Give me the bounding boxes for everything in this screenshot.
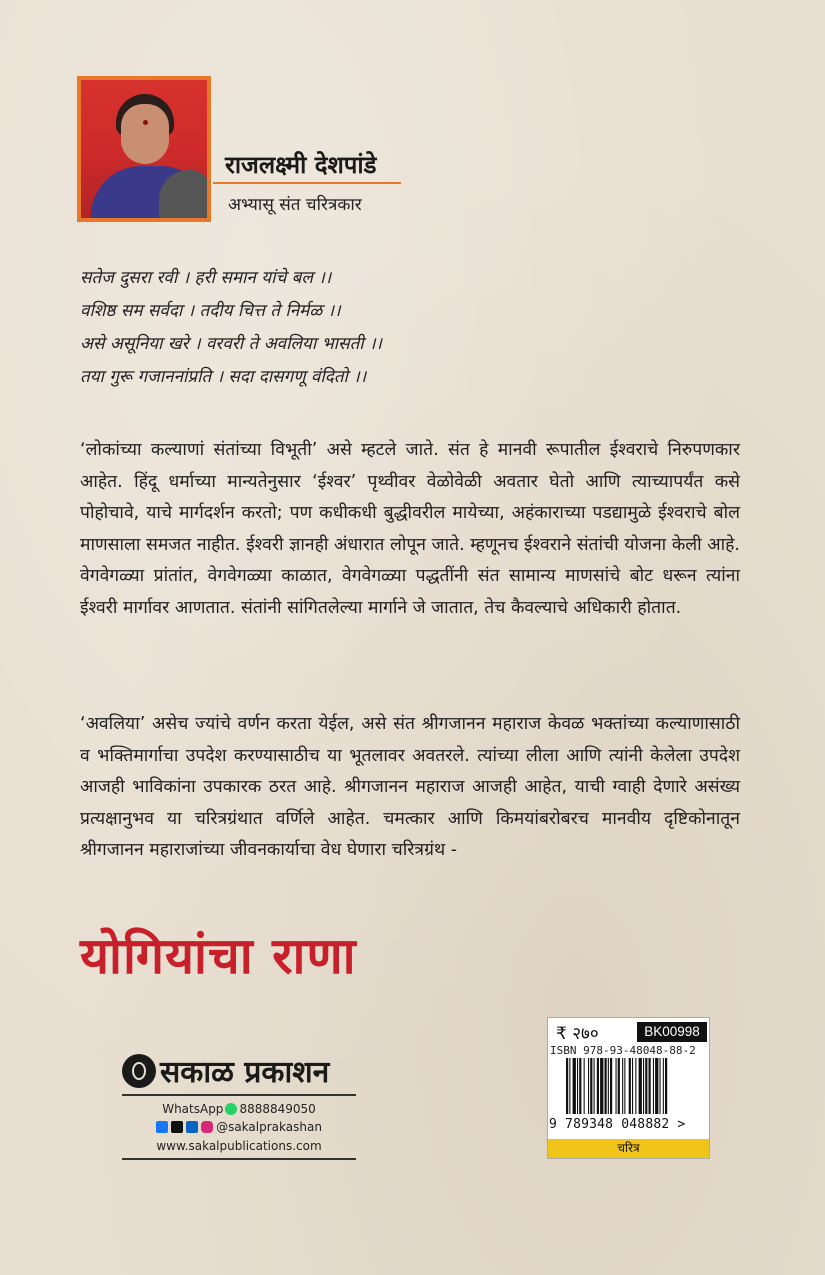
facebook-icon[interactable] [156, 1121, 168, 1133]
book-code: BK00998 [637, 1022, 707, 1042]
barcode-bars [566, 1058, 698, 1114]
body-paragraph-2: ‘अवलिया’ असेच ज्यांचे वर्णन करता येईल, असे संत श्रीगजानन महाराज केवळ भक्तांच्या कल्याणासाठी व भक्तिमार्गाचा उपदेश करण्यासाठीच या भूतलावर अवतरले. त्यांच्या लीला आणि त्यांनी केलेला उपदेश आजही भाविकांना उपकारक ठरत आहे. श्रीगजानन महाराज आजही आहेत, याची ग्वाही देणारे असंख्य प्रत्यक्षानुभव या चरित्रग्रंथात वर्णिले आहेत. चमत्कार आणि किमयांबरोबरच मानवीय दृष्टिकोनातून श्रीगजानन महाराजांच्या जीवनकार्याचा वेध घेणारा चरित्रग्रंथ - [80, 714, 740, 861]
website-link[interactable]: www.sakalpublications.com [156, 1139, 322, 1153]
publisher-name: सकाळ प्रकाशन [160, 1055, 330, 1090]
sakal-logo-icon [122, 1054, 156, 1088]
instagram-icon[interactable] [201, 1121, 213, 1133]
publisher-divider [122, 1094, 356, 1096]
verse-line: असे असूनिया खरे । वरवरी ते अवलिया भासती ।। [80, 334, 382, 354]
author-photo [77, 76, 211, 222]
barcode-digits: 9 789348 048882 > [549, 1117, 686, 1132]
publisher-divider-bottom [122, 1158, 356, 1160]
book-title: योगियांचा राणा [80, 926, 357, 985]
verse-line: वशिष्ठ सम सर्वदा । तदीय चित्त ते निर्मळ ।। [80, 301, 341, 321]
social-handle: @sakalprakashan [216, 1120, 322, 1134]
author-description: अभ्यासू संत चरित्रकार [228, 195, 362, 215]
verse-block [80, 262, 680, 394]
linkedin-icon[interactable] [186, 1121, 198, 1133]
isbn-text: ISBN 978-93-48048-88-2 [550, 1044, 696, 1057]
whatsapp-contact [122, 1102, 356, 1116]
genre-label: चरित्र [548, 1139, 709, 1158]
whatsapp-icon [225, 1103, 237, 1115]
whatsapp-number[interactable]: 8888849050 [239, 1102, 316, 1116]
social-links [122, 1120, 356, 1134]
price-label: ₹ २७० [556, 1024, 599, 1044]
verse-line: सतेज दुसरा रवी । हरी समान यांचे बल ।। [80, 268, 332, 288]
author-name: राजलक्ष्मी देशपांडे [225, 151, 377, 179]
author-divider [213, 182, 401, 184]
body-paragraph-1: ‘लोकांच्या कल्याणां संतांच्या विभूती’ असे म्हटले जाते. संत हे मानवी रूपातील ईश्वराचे निरुपणकार आहेत. हिंदू धर्माच्या मान्यतेनुसार ‘ईश्वर’ पृथ्वीवर वेळोवेळी अवतार घेतो आणि त्याच्यापर्यंत कसे पोहोचावे, याचे मार्गदर्शन करतो; पण कधीकधी बुद्धीवरील मायेच्या, अहंकाराच्या पडद्यामुळे ईश्वराचे बोल माणसाला समजत नाहीत. ईश्वरी ज्ञानही अंधारात लोपून जाते. म्हणूनच ईश्वराने संतांची योजना केली आहे. वेगवेगळ्या प्रांतांत, वेगवेगळ्या काळात, वेगवेगळ्या पद्धतींनी संत सामान्य माणसांचे बोट धरून त्यांना ईश्वरी मार्गावर आणतात. संतांनी सांगितलेल्या मार्गाने जे जातात, तेच कैवल्याचे अधिकारी होतात. [80, 440, 740, 618]
verse-line: तया गुरू गजाननांप्रति । सदा दासगणू वंदितो ।। [80, 367, 367, 387]
x-icon[interactable] [171, 1121, 183, 1133]
whatsapp-label: WhatsApp [162, 1102, 224, 1116]
